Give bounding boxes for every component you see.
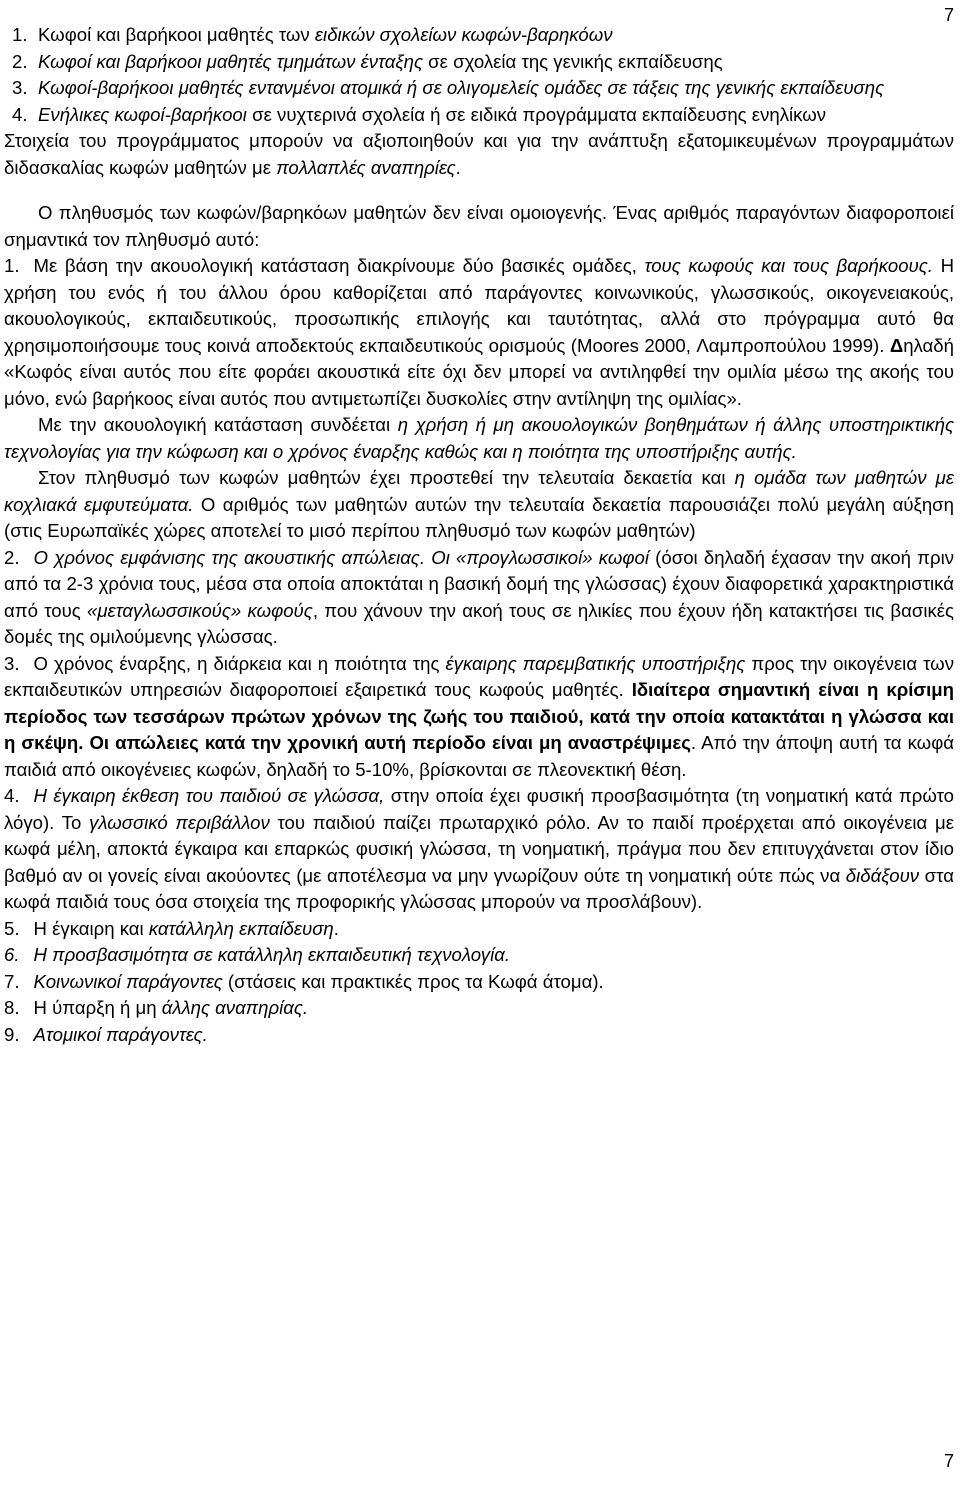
italic-text: τους κωφούς και τους βαρήκοους. xyxy=(644,255,933,276)
paragraph-item-3: 3. Ο χρόνος έναρξης, η διάρκεια και η ποιότητα της έγκαιρης παρεμβατικής υποστήριξης προς την οικογένεια των εκπαιδευτικών υπηρεσιών διαφοροποιεί εξαιρετικά τους κωφούς μαθητές. Ιδιαίτερα σημαντική είναι η κρίσιμη περίοδος των τεσσάρων πρώτων χρόνων της ζωής του παιδιού, κατά την οποία κατακτάται η γλώσσα και η σκέψη. Οι απώλειες κατά την χρονική αυτή περίοδο είναι μη αναστρέψιμες. Από την άποψη αυτή τα κωφά παιδιά από οικογένειες κωφών, δηλαδή το 5-10%, βρίσκονται σε πλεονεκτική θέση. xyxy=(4,652,954,780)
list-item xyxy=(4,102,954,129)
italic-text: κατάλληλη εκπαίδευση xyxy=(148,917,334,939)
list-text: σε σχολεία της γενικής εκπαίδευσης xyxy=(423,50,723,72)
italic-text: γλωσσικό περιβάλλον xyxy=(89,811,270,833)
factors-list xyxy=(4,916,954,1049)
list-item: 7. Κοινωνικοί παράγοντες (στάσεις και πρακτικές προς τα Κωφά άτομα). xyxy=(4,970,604,992)
italic-text: Ατομικοί παράγοντες. xyxy=(33,1023,208,1045)
list-number: 3. xyxy=(12,77,28,98)
item-number: 6. xyxy=(4,944,20,965)
italic-text: η χρήση ή μη ακουολογικών βοηθημάτων ή άλλης υποστηρικτικής τεχνολογίας για την κώφωση και ο χρόνος έναρξης καθώς και η ποιότητα της υποστήριξης αυτής. xyxy=(4,414,954,462)
italic-text: έγκαιρης παρεμβατικής υποστήριξης xyxy=(445,652,746,674)
item-number: 1. xyxy=(4,255,20,276)
item-number: 7. xyxy=(4,970,20,992)
item-number: 5. xyxy=(4,917,20,939)
item-number: 3. xyxy=(4,652,20,674)
list-number: 2. xyxy=(12,50,28,72)
list-text-italic: ειδικών σχολείων κωφών-βαρηκόων xyxy=(314,24,613,45)
italic-text: Κοινωνικοί παράγοντες xyxy=(33,970,223,992)
italic-text: πολλαπλές αναπηρίες xyxy=(276,156,456,178)
item-number: 9. xyxy=(4,1023,20,1045)
paragraph-item-1: 1. Με βάση την ακουολογική κατάσταση διακρίνουμε δύο βασικές ομάδες, τους κωφούς και τους βαρήκοους. Η χρήση του ενός ή του άλλου όρου καθορίζεται από παράγοντες κοινωνικούς, γλωσσικούς, οικογενειακούς, ακουολογικούς, εκπαιδευτικούς, προσωπικής επιλογής και ταυτότητας, αλλά στο πρόγραμμα αυτό θα χρησιμοποιήσουμε τους κοινά αποδεκτούς εκπαιδευτικούς ορισμούς (Moores 2000, Λαμπροπούλου 1999). Δηλαδή «Κωφός είναι αυτός που είτε φοράει ακουστικά είτε όχι δεν μπορεί να αντιληφθεί την ομιλία μέσω της ακοής του μόνο, ενώ βαρήκοος είναι αυτός που αντιμετωπίζει δυσκολίες στην αντίληψη της ομιλίας». xyxy=(4,255,955,409)
list-item xyxy=(4,49,954,76)
list-item: 5. Η έγκαιρη και κατάλληλη εκπαίδευση. xyxy=(4,917,339,939)
list-item xyxy=(4,75,954,102)
spacer xyxy=(4,181,954,200)
page-number-top: 7 xyxy=(943,5,954,25)
italic-text: Η έγκαιρη έκθεση του παιδιού σε γλώσσα, xyxy=(33,785,385,806)
list-text: σε νυχτερινά σχολεία ή σε ειδικά προγράμματα εκπαίδευσης ενηλίκων xyxy=(246,103,827,125)
item-number: 4. xyxy=(4,785,20,806)
list-item: 8. Η ύπαρξη ή μη άλλης αναπηρίας. xyxy=(4,997,309,1018)
italic-text: Ο χρόνος εμφάνισης της ακουστικής απώλειας. xyxy=(33,546,426,568)
list-number: 1. xyxy=(12,24,28,45)
list-item xyxy=(4,1022,954,1049)
italic-text: Η προσβασιμότητα σε κατάλληλη εκπαιδευτική τεχνολογία. xyxy=(33,944,510,965)
bold-text: Δ xyxy=(889,334,904,356)
list-item xyxy=(4,942,954,969)
list-text-italic: Ενήλικες κωφοί-βαρήκοοι xyxy=(38,103,247,125)
page-content xyxy=(4,22,954,1048)
italic-text: άλλης αναπηρίας. xyxy=(161,997,309,1018)
paragraph-population: Ο πληθυσμός των κωφών/βαρηκόων μαθητών δεν είναι ομοιογενής. Ένας αριθμός παραγόντων διαφοροποιεί σημαντικά τον πληθυσμό αυτό: xyxy=(4,202,954,250)
bold-text: Ιδιαίτερα σημαντική είναι η κρίσιμη περίοδος των τεσσάρων πρώτων χρόνων της ζωής του παιδιού, κατά την οποία κατακτάται η γλώσσα και η σκέψη. Οι απώλειες κατά την χρονική αυτή περίοδο είναι μη αναστρέψιμες xyxy=(4,679,954,753)
italic-text: Οι «προγλωσσικοί» κωφοί xyxy=(431,546,649,568)
paragraph-item-4: 4. Η έγκαιρη έκθεση του παιδιού σε γλώσσα, στην οποία έχει φυσική προσβασιμότητα (τη νοηματική κατά πρώτο λόγο). Το γλωσσικό περιβάλλον του παιδιού παίζει πρωταρχικό ρόλο. Αν το παιδί προέρχεται από οικογένεια με κωφά μέλη, αποκτά έγκαιρα και επαρκώς φυσική γλώσσα, τη νοηματική, πράγμα που δεν επιτυγχάνεται στον ίδιο βαθμό αν οι γονείς είναι ακούοντες (με αποτέλεσμα να μην γνωρίζουν ούτε τη νοηματική ούτε πώς να διδάξουν στα κωφά παιδιά τους όσα στοιχεία της προφορικής γλώσσας μπορούν να προσλάβουν). xyxy=(4,785,954,912)
list-number: 4. xyxy=(12,103,28,125)
list-text-italic: Κωφοί-βαρήκοοι μαθητές εντανμένοι ατομικά ή σε ολιγομελείς ομάδες σε τάξεις της γενικής εκπαίδευσης xyxy=(38,77,885,98)
list-item xyxy=(4,22,954,49)
population-list xyxy=(4,22,954,128)
paragraph-hearing-status: Με την ακουολογική κατάσταση συνδέεται η χρήση ή μη ακουολογικών βοηθημάτων ή άλλης υποστηρικτικής τεχνολογίας για την κώφωση και ο χρόνος έναρξης καθώς και η ποιότητα της υποστήριξης αυτής. xyxy=(4,414,954,462)
page-number-bottom: 7 xyxy=(943,1451,954,1471)
italic-text: διδάξουν xyxy=(845,864,920,886)
list-text: Κωφοί και βαρήκοοι μαθητές των xyxy=(38,24,315,45)
italic-text: η ομάδα των μαθητών με κοχλιακά εμφυτεύματα. xyxy=(4,467,954,515)
italic-text: «μεταγλωσσικούς» κωφούς xyxy=(87,599,313,621)
list-text-italic: Κωφοί και βαρήκοοι μαθητές τμημάτων ένταξης xyxy=(38,50,424,72)
item-number: 2. xyxy=(4,546,20,568)
paragraph-item-2: 2. Ο χρόνος εμφάνισης της ακουστικής απώλειας. Οι «προγλωσσικοί» κωφοί (όσοι δηλαδή έχασαν την ακοή πριν από τα 2-3 χρόνια τους, μέσα στα οποία αποκτάται η βασική δομή της γλώσσας) έχουν διαφορετικά χαρακτηριστικά από τους «μεταγλωσσικούς» κωφούς, που χάνουν την ακοή τους σε ηλικίες που έχουν ήδη κατακτήσει τις βασικές δομές της ομιλούμενης γλώσσας. xyxy=(4,546,954,647)
item-number: 8. xyxy=(4,997,20,1018)
paragraph-cochlear: Στον πληθυσμό των κωφών μαθητών έχει προστεθεί την τελευταία δεκαετία και η ομάδα των μαθητών με κοχλιακά εμφυτεύματα. Ο αριθμός των μαθητών αυτών την τελευταία δεκαετία παρουσιάζει πολύ μεγάλη αύξηση (στις Ευρωπαϊκές χώρες αποτελεί το μισό περίπου πληθυσμό των κωφών μαθητών) xyxy=(4,467,954,541)
paragraph-program-elements: Στοιχεία του προγράμματος μπορούν να αξιοποιηθούν και για την ανάπτυξη εξατομικευμένων προγραμμάτων διδασκαλίας κωφών μαθητών με πολλαπλές αναπηρίες. xyxy=(4,130,954,178)
